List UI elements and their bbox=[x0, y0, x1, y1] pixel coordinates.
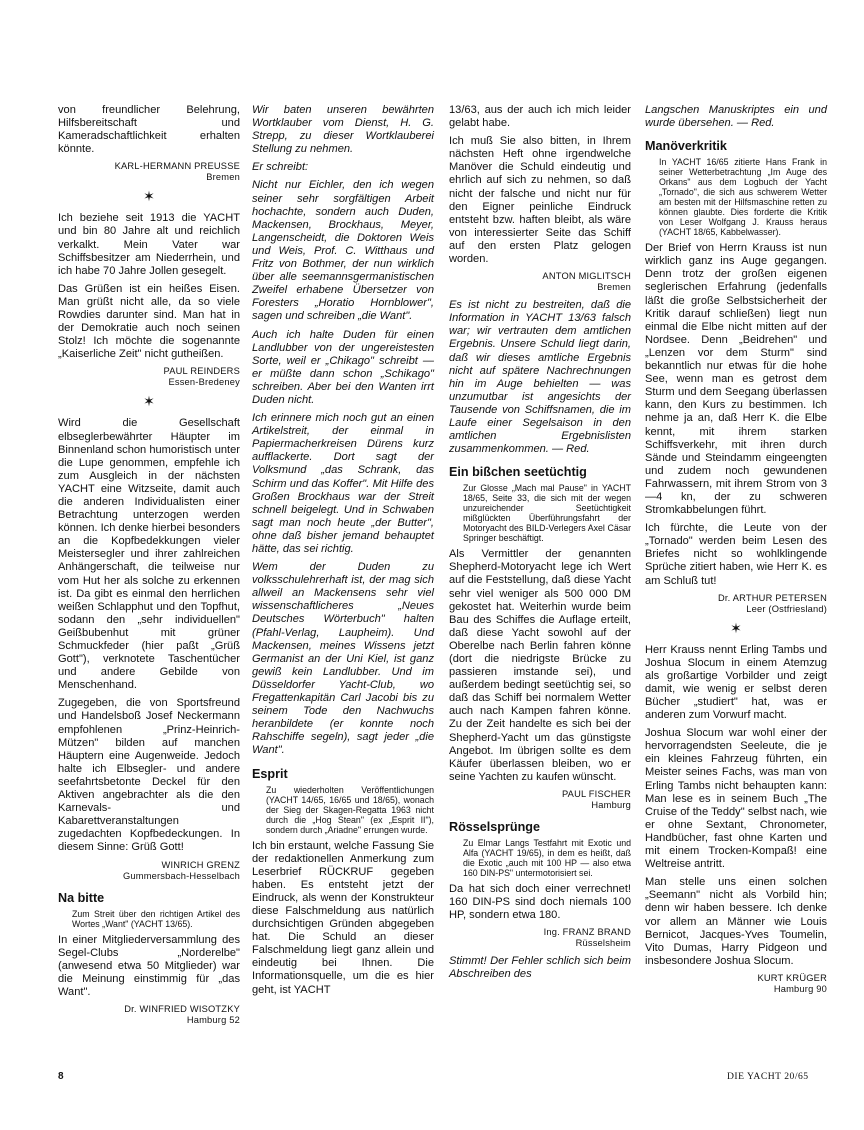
author-place: Bremen bbox=[206, 172, 240, 183]
section-heading: Manöverkritik bbox=[645, 139, 727, 154]
section-intro: Zur Glosse „Mach mal Pause" in YACHT 18/65, Seite 33, die sich mit der wegen unzureichender Seetüchtigkeit mißglückten Überführungsfahrt der Motoryacht des BILD-Verlegers Axel Cäsar Springer beschäftigt. bbox=[463, 483, 631, 544]
letter-signature bbox=[449, 789, 631, 811]
letter-text: Der Brief von Herrn Krauss ist nun wirklich ganz ins Auge gegangen. Denn trotz der großen eigenen seglerischen Erfahrung (jedenfalls läßt die große Selbstsicherheit der Kritik darauf schließen) liegt nun einmal die Elbe nicht mitten auf der Nordsee. Denn „Beidrehen" und „Lenzen vor dem Sturm" sind bekanntlich nur etwas für die hohe See, wenn man es getrost dem Sturm und dem Seegang überlassen kann, den Kurs zu bestimmen. Ich nehme ja an, daß Herr K. die Elbe kennt, mit ihrem starken Schiffsverkehr, mit ihren durch Sände und Steindamm eingeengten und zudem noch gewundenen Fahrwassern, mit ihrem Strom von 3—4 kn, der zu schweren Stromkabbelungen führt. bbox=[645, 242, 827, 517]
column-3 bbox=[449, 104, 631, 986]
letter-text: In einer Mitgliederversammlung des Segel-Clubs „Norderelbe" (anwesend etwa 50 Mitglieder) war die Meinung einstimmig für „das Want". bbox=[58, 933, 240, 998]
letter-signature bbox=[449, 271, 631, 293]
section-intro: Zu Elmar Langs Testfahrt mit Exotic und Alfa (YACHT 19/65), in dem es heißt, daß die Exotic „auch mit 100 HP — also etwa 160 DIN-PS" untermotorisiert sei. bbox=[463, 837, 631, 878]
page-number: 8 bbox=[58, 1071, 64, 1082]
author-place: Hamburg 90 bbox=[773, 983, 827, 994]
letter-signature bbox=[645, 973, 827, 995]
column-2 bbox=[252, 104, 434, 1002]
editor-note: Langschen Manuskriptes ein und wurde übersehen. — Red. bbox=[645, 104, 827, 130]
author-name: WINRICH GRENZ bbox=[161, 859, 240, 870]
letter-text: Wird die Gesellschaft elbseglerbewährter Häupter im Binnenland schon humoristisch unter die Lupe genommen, empfehle ich zum Ausgleich in der nächsten YACHT eine Witzseite, damit auch die anderen Individualisten einer Betrachtung unterzogen werden können. Ich denke hierbei besonders an die Kopfbedekkungen vieler Meistersegler und ihrer zahlreichen Anhängerschaft, die teilweise nur vom Hut her als solche zu erkennen ist. Da gibt es einmal den herrlichen weißen Schlapphut und den Topfhut, sodann den „sehr individuellen" Geißbubenhut mit grüner Schmuckfeder (hier paßt „Grüß Gott"), verknotete Taschentücher und andere Gebilde von Menschenhand. bbox=[58, 417, 240, 692]
editor-note: Wem der Duden zu volksschulehrerhaft ist, der mag sich allweil an Mackensens sehr viel wissenschaftlicheres „Neues Deutsches Wörterbuch" halten (Pfahl-Verlag, Laupheim). Und Mackensen, meines Wissens jetzt Germanist an der Uni Kiel, ist ganz gewiß kein Landlubber. Und im Düsseldorfer Yacht-Club, wo Fregattenkapitän Carl Jacobi bis zu seinem Tode den Nachwuchs heranbildete (er konnte noch Rahschiffe segeln), sagt jeder „die Want". bbox=[252, 561, 434, 757]
author-place: Hamburg 52 bbox=[186, 1014, 240, 1025]
section-heading: Esprit bbox=[252, 766, 288, 781]
letter-signature bbox=[58, 366, 240, 388]
star-divider: ✶ bbox=[143, 393, 155, 410]
letter-signature bbox=[58, 860, 240, 882]
column-1 bbox=[58, 104, 240, 1032]
author-name: KARL-HERMANN PREUSSE bbox=[114, 161, 240, 172]
editor-note: Er schreibt: bbox=[252, 161, 309, 174]
letter-text: Ich fürchte, die Leute von der „Tornado" werden beim Lesen des Briefes nicht so wohlklingende Sprüche zitiert haben, wie Herr K. es am Schluß tut! bbox=[645, 522, 827, 587]
section-intro: Zum Streit über den richtigen Artikel des Wortes „Want" (YACHT 13/65). bbox=[72, 908, 240, 929]
author-name: ANTON MIGLITSCH bbox=[542, 271, 631, 282]
section-intro: Zu wiederholten Veröffentlichungen (YACHT 14/65, 16/65 und 18/65), wonach der Sieg der Skagen-Regatta 1963 nicht durch die „Hog Stean" (ex „Esprit II"), sondern durch „Ariadne" errungen wurde. bbox=[266, 784, 434, 835]
column-4 bbox=[645, 104, 827, 1001]
star-divider: ✶ bbox=[730, 619, 742, 636]
author-place: Gummersbach-Hesselbach bbox=[122, 870, 240, 881]
author-name: PAUL FISCHER bbox=[561, 788, 631, 799]
letter-text: Ich bin erstaunt, welche Fassung Sie der redaktionellen Anmerkung zum Leserbrief RÜCKRUF gegeben haben. Es entsteht jetzt der Eindruck, als wenn der Konstrukteur diese Falschmeldung aus natürlich durchsichtigen Gründen abgegeben hat. Die Schuld an dieser Falschmeldung liegt ganz allein und eindeutig bei Ihnen. Die Informationsquelle, um die es hier geht, ist YACHT bbox=[252, 839, 434, 996]
author-name: Ing. FRANZ BRAND bbox=[543, 927, 631, 938]
author-place: Essen-Bredeney bbox=[168, 377, 240, 388]
star-divider: ✶ bbox=[143, 188, 155, 205]
author-place: Hamburg bbox=[591, 799, 631, 810]
letter-signature bbox=[58, 1004, 240, 1026]
editor-note: Ich erinnere mich noch gut an einen Artikelstreit, der einmal in Papiermacherkreisen Dürens kurz aufflackerte. Dort sagt der Volksmund „das Schrank, das Schirm und das Koffer". Mit Hilfe des Großen Brockhaus war der Streit schnell beigelegt. Und in Schwaben sagt man noch heute „der Butter", ohne daß bisher jemand behauptet hätte, das sei richtig. bbox=[252, 412, 434, 555]
editor-note: Auch ich halte Duden für einen Landlubber von der ungereistesten Sorte, weil er „Chikago" schreibt — er müßte dann schon „Schikago" schreiben. Aber bei den Wanten irrt Duden nicht. bbox=[252, 328, 434, 406]
editor-note: Wir baten unseren bewährten Wortklauber vom Dienst, H. G. Strepp, zu dieser Wortklauberei Stellung zu nehmen. bbox=[252, 104, 434, 156]
letter-text: Da hat sich doch einer verrechnet! 160 DIN-PS sind doch niemals 100 HP, sondern etwa 180. bbox=[449, 882, 631, 922]
editor-note: Nicht nur Eichler, den ich wegen seiner sehr sorgfältigen Arbeit hochachte, sondern auch Duden, Mackensen, Brockhaus, Meyer, Langenscheidt, die Doktoren Weis und Weis, Prof. C. Witthaus und Fritz von Bothmer, der nun wirklich über alle seemannsgermanistischen Zweifel erhabene Übersetzer von Foresters „Horatio Hornblower", sagen und schreiben „die Want". bbox=[252, 179, 434, 323]
letter-text: von freundlicher Belehrung, Hilfsbereitschaft und Kameradschaftlichkeit erhalten könnte. bbox=[58, 104, 240, 156]
letter-text: Das Grüßen ist ein heißes Eisen. Man grüßt nicht alle, da so viele Rowdies darunter sind. Man hat in der Demokratie auch noch seinen Stolz! Ich möchte die sogenannte „Kaiserliche Zeit" nicht gutheißen. bbox=[58, 282, 240, 361]
section-heading: Na bitte bbox=[58, 890, 105, 905]
section-intro: In YACHT 16/65 zitierte Hans Frank in seiner Wetterbetrachtung „Im Auge des Orkans" aus dem Logbuch der Yacht „Tornado", die sich aus schwerem Wetter am besten mit der Hilfsmaschine retten zu können glaubte. Dies forderte die Kritik von Leser Wolfgang J. Krauss heraus (YACHT 18/65, Kabbelwasser). bbox=[659, 157, 827, 238]
letter-signature bbox=[449, 927, 631, 949]
editor-note: Es ist nicht zu bestreiten, daß die Information in YACHT 13/63 falsch war; wir vertrauten dem amtlichen Ergebnis. Unsere Schuld liegt darin, daß wir dieses amtliche Ergebnis nicht auf spätere Nachrechnungen hin im Auge behielten — was unzumutbar ist angesichts der Tausende von Schiffsnamen, die im Laufe einer Segelsaison in den amtlichen Ergebnislisten zusammenkommen. — Red. bbox=[449, 299, 631, 456]
section-heading: Ein bißchen seetüchtig bbox=[449, 465, 587, 480]
magazine-issue: DIE YACHT 20/65 bbox=[727, 1071, 809, 1082]
letter-text: Man stelle uns einen solchen „Seemann" nicht als Vorbild hin; denn wir haben bessere. Ich denke vor allem an Männer wie Louis Bernicot, Jacques-Yves Toumelin, Vito Dumas, Harry Pidgeon und insbesondere Joshua Slocum. bbox=[645, 876, 827, 967]
letter-text: Herr Krauss nennt Erling Tambs und Joshua Slocum in einem Atemzug als großartige Vorbilder und zeigt damit, wie wenig er selbst deren Bücher „studiert" hat, was er anderen zum Vorwurf macht. bbox=[645, 643, 827, 722]
section-heading: Rösselsprünge bbox=[449, 819, 540, 834]
author-place: Rüsselsheim bbox=[575, 938, 631, 949]
author-name: Dr. ARTHUR PETERSEN bbox=[717, 592, 827, 603]
author-name: Dr. WINFRIED WISOTZKY bbox=[124, 1003, 240, 1014]
letter-text: Ich muß Sie also bitten, in Ihrem nächsten Heft ohne irgendwelche Manöver die Schuld eindeutig und ehrlich auf sich zu nehmen, so daß nicht der falsche und nicht nur für den Eigner peinliche Eindruck entsteht bzw. haften bleibt, als wäre von interessierter Seite das Schiff auf den ersten Platz gelogen worden. bbox=[449, 135, 631, 266]
editor-note: Stimmt! Der Fehler schlich sich beim Abschreiben des bbox=[449, 955, 631, 981]
letter-text: Zugegeben, die von Sportsfreund und Handelsboß Josef Neckermann empfohlenen „Prinz-Heinrich-Mützen" bilden auf manchen Häuptern eine Augenweide. Jedoch halte ich Elbsegler- und andere seefahrtsbetonte Deckel für den Aktiven angebrachter als die den Karnevals- und Kabarettveranstaltungen zugedachten Kopfbedeckungen. In diesem Sinne: Grüß Gott! bbox=[58, 697, 240, 854]
letter-signature bbox=[645, 593, 827, 615]
letter-text: Joshua Slocum war wohl einer der hervorragendsten Seeleute, die je ein kleines Fahrzeug führten, ein Meister seines Fachs, was man von Erling Tambs nicht behaupten kann: Man lese es in seinem Buch „The Cruise of the Teddy" selbst nach, wie er ohne Sextant, Chronometer, Handbücher, fast ohne Karten und mit einem Trocken-Kompaß! eine Weltreise antritt. bbox=[645, 727, 827, 871]
author-place: Leer (Ostfriesland) bbox=[746, 603, 827, 614]
letter-text: Als Vermittler der genannten Shepherd-Motoryacht lege ich Wert auf die Feststellung, daß diese Yacht sehr viel weniger als 500 000 DM gekostet hat. Weiterhin wurde beim Bau des Schiffes die Auflage erteilt, daß diese Yacht sowohl auf der Oberelbe nach Berlin fahren könne (dort die niedrigste Brücke zu passieren imstande sei), und außerdem bedingt seetüchtig sei, so daß das Schiff bei normalem Wetter auch nach Kampen fahren könne. Zu der Zeit handelte es sich bei der Shepherd-Yacht um das günstigste Angebot. Im übrigen sollte es dem Käufer überlassen bleiben, wo er seine Yachten zu kaufen wünscht. bbox=[449, 548, 631, 783]
author-name: PAUL REINDERS bbox=[163, 366, 240, 377]
letter-signature bbox=[58, 161, 240, 183]
author-name: KURT KRÜGER bbox=[757, 972, 827, 983]
letter-text: Ich beziehe seit 1913 die YACHT und bin 80 Jahre alt und reichlich verkalkt. Mein Vater war Schiffsbesitzer am Niederrhein, und ich habe 70 Jahre Jollen gesegelt. bbox=[58, 212, 240, 277]
letter-text: 13/63, aus der auch ich mich leider gelabt habe. bbox=[449, 104, 631, 130]
author-place: Bremen bbox=[597, 282, 631, 293]
